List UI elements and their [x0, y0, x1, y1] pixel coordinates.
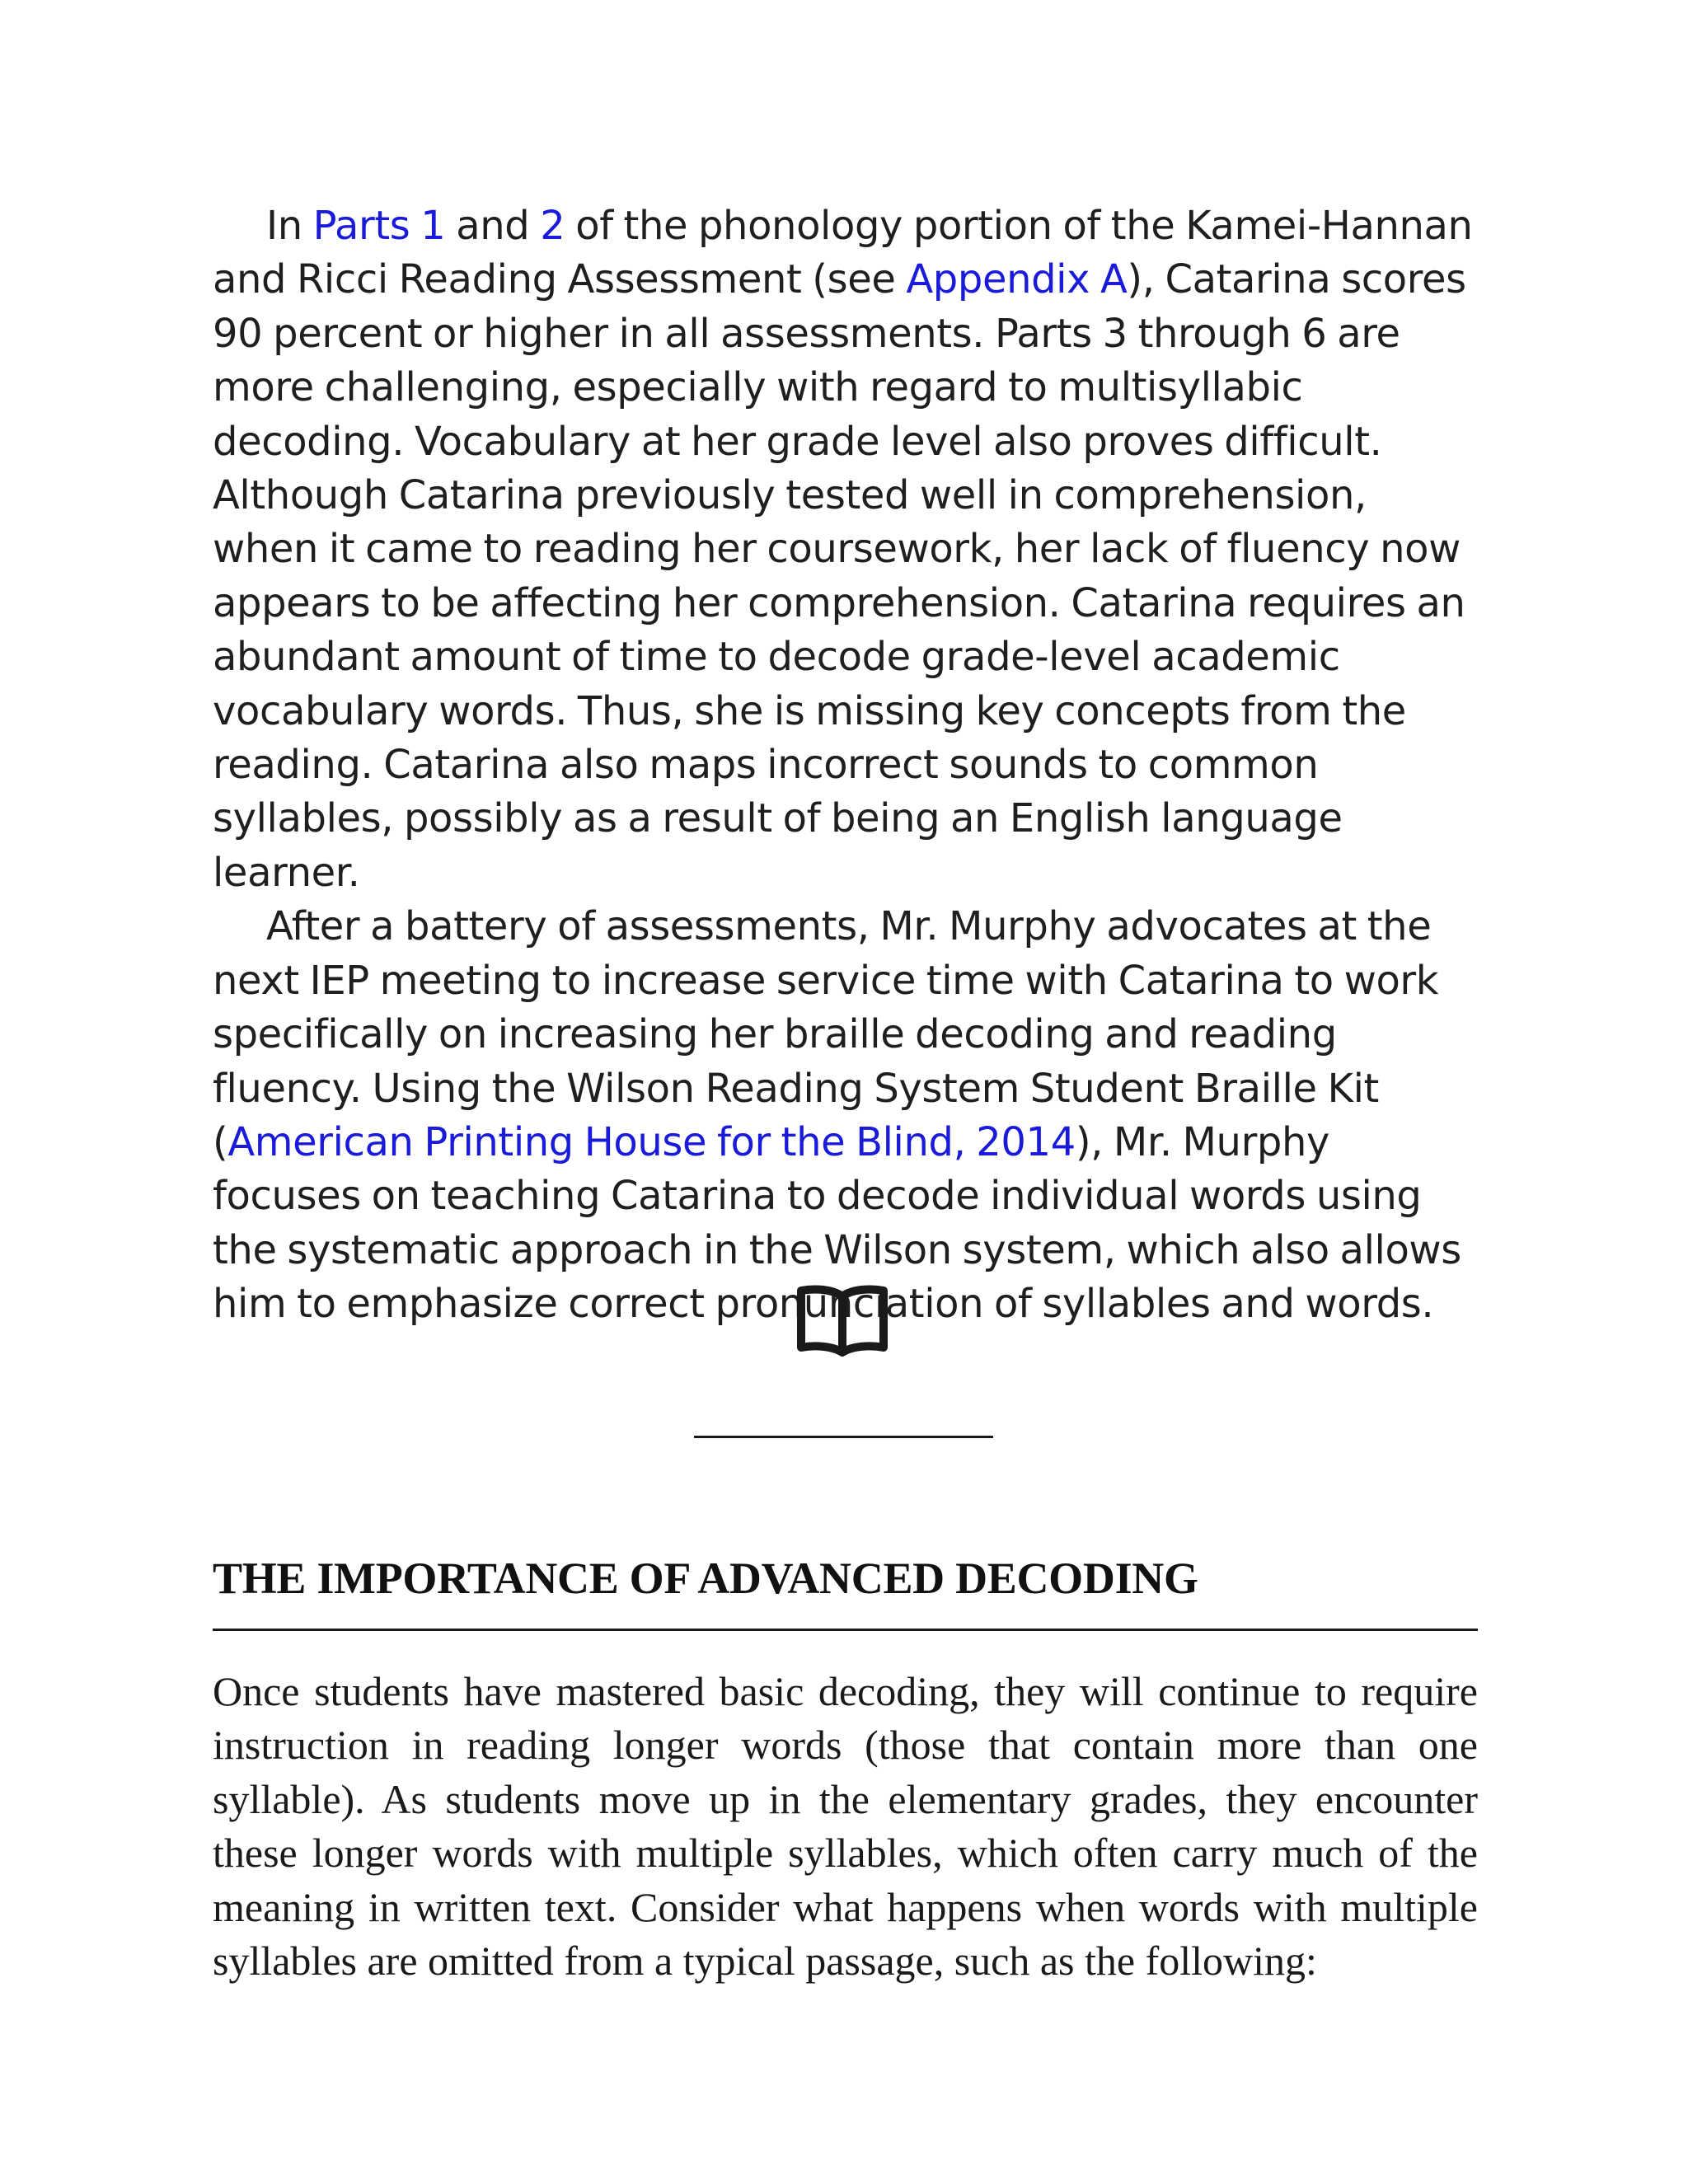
text-run: In: [266, 203, 313, 249]
case-study-paragraph-2: [213, 900, 1478, 1331]
link-appendix-a[interactable]: Appendix A: [906, 256, 1128, 303]
section-body-paragraph: Once students have mastered basic decoding, they will continue to require instruction in reading longer words (those that contain more than one syllable). As students move up in the elementary grades, they encounter these longer words with multiple syllables, which often carry much of the meaning in written text. Consider what happens when words with multiple syllables are omitted from a typical passage, such as the following:: [213, 1668, 1478, 1985]
open-book-icon: [793, 1282, 892, 1361]
heading-underline: [213, 1629, 1478, 1631]
link-parts-1[interactable]: Parts 1: [312, 203, 446, 249]
section-divider-short: [694, 1436, 993, 1438]
link-part-2[interactable]: 2: [540, 203, 565, 249]
link-aph-2014[interactable]: American Printing House for the Blind, 2014: [227, 1118, 1076, 1165]
text-run: ), Mr. Murphy focuses on teaching Catarina to decode individual words using the systematic approach in the Wilson system, which also allows him to emphasize correct pronunciation of syllables and words.: [213, 1118, 1461, 1328]
text-run: ), Catarina scores 90 percent or higher in all assessments. Parts 3 through 6 are more challenging, especially with regard to multisyllabic decoding. Vocabulary at her grade level also proves difficult. Although Catarina previously tested well in comprehension, when it came to reading her coursework, her lack of fluency now appears to be affecting her comprehension. Catarina requires an abundant amount of time to decode grade-level academic vocabulary words. Thus, she is missing key concepts from the reading. Catarina also maps incorrect sounds to common syllables, possibly as a result of being an English language learner.: [213, 256, 1466, 896]
text-run: After a battery of assessments, Mr. Murphy advocates at the next IEP meeting to increase service time with Catarina to work specifically on increasing her braille decoding and reading fluency. Using the Wilson Reading System Student Braille Kit (: [213, 903, 1439, 1165]
text-run: and: [445, 203, 541, 249]
text-run: of the phonology portion of the Kamei-Hannan and Ricci Reading Assessment (see: [213, 203, 1473, 303]
case-study-box: [213, 199, 1478, 1332]
section-heading: THE IMPORTANCE OF ADVANCED DECODING: [213, 1554, 1198, 1603]
case-study-paragraph-1: [213, 199, 1478, 900]
